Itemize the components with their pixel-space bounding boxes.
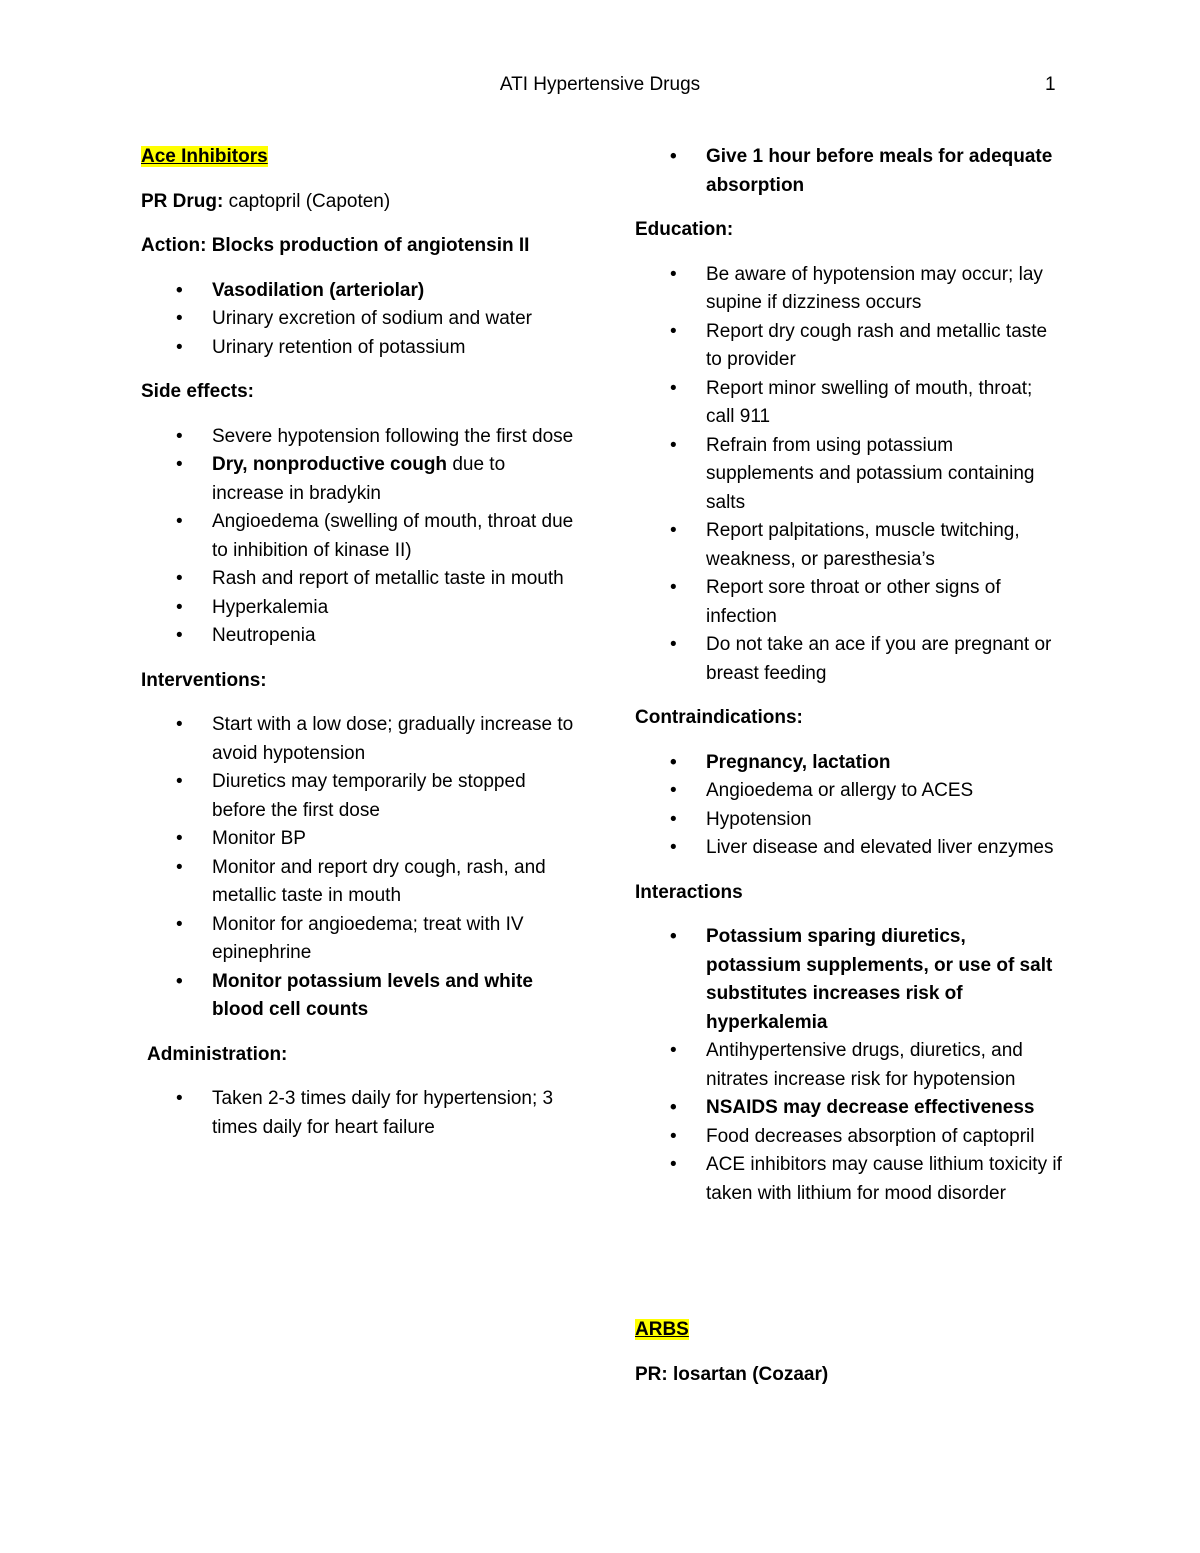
pr-drug-label: PR Drug: [141,190,224,212]
administration-label: Administration: [147,1043,288,1065]
list-item: • Monitor potassium levels and white blood cell counts [212,968,581,1025]
list-item: • Pregnancy, lactation [706,749,1065,778]
list-item: • Report palpitations, muscle twitching, weakness, or paresthesia’s [706,517,1065,574]
list-item: • Be aware of hypotension may occur; lay supine if dizziness occurs [706,261,1065,318]
list-item: • Hypotension [706,806,1065,835]
action-list [141,277,581,363]
right-column [635,143,1065,1405]
education-label: Education: [635,219,734,240]
list-item: • Do not take an ace if you are pregnant or breast feeding [706,631,1065,688]
list-item: • Refrain from using potassium supplements and potassium containing salts [706,432,1065,518]
list-item: • Diuretics may temporarily be stopped before the first dose [212,768,581,825]
list-item: • Food decreases absorption of captopril [706,1123,1065,1152]
left-column [141,143,581,1158]
contraindications-list [635,749,1065,863]
list-item: • Antihypertensive drugs, diuretics, and nitrates increase risk for hypotension [706,1037,1065,1094]
administration-list [141,1085,581,1142]
action-label: Action: Blocks production of angiotensin II [141,235,530,256]
list-item: • Report sore throat or other signs of infection [706,574,1065,631]
interventions-label: Interventions: [141,669,267,691]
arbs-pr-drug: PR: losartan (Cozaar) [635,1363,829,1385]
interventions-list [141,711,581,1025]
list-item: • Potassium sparing diuretics, potassium supplements, or use of salt substitutes increases risk of hyperkalemia [706,923,1065,1037]
list-item: • Angioedema or allergy to ACES [706,777,1065,806]
list-item: • NSAIDS may decrease effectiveness [706,1094,1065,1123]
list-item: • Hyperkalemia [212,594,581,623]
spacer [635,1224,1065,1316]
list-item: • Vasodilation (arteriolar) [212,277,581,306]
list-item: • ACE inhibitors may cause lithium toxicity if taken with lithium for mood disorder [706,1151,1065,1208]
list-item: • Monitor for angioedema; treat with IV epinephrine [212,911,581,968]
interactions-list [635,923,1065,1208]
list-item: • Urinary excretion of sodium and water [212,305,581,334]
contraindications-label: Contraindications: [635,707,803,728]
education-list [635,261,1065,689]
list-item: • Monitor BP [212,825,581,854]
page-header-title: ATI Hypertensive Drugs [499,74,701,95]
list-item: • Rash and report of metallic taste in mouth [212,565,581,594]
list-item: • Liver disease and elevated liver enzymes [706,834,1065,863]
list-item: • Severe hypotension following the first dose [212,423,581,452]
section-title-arbs: ARBS [635,1319,689,1340]
page-number: 1 [1045,74,1056,95]
side-effects-label: Side effects: [141,381,254,402]
list-item: • Neutropenia [212,622,581,651]
list-item: • Report minor swelling of mouth, throat; call 911 [706,375,1065,432]
pr-drug-line [141,188,581,217]
list-item: • Dry, nonproductive cough due to increase in bradykin [212,451,581,508]
list-item: • Report dry cough rash and metallic taste to provider [706,318,1065,375]
list-item: • Angioedema (swelling of mouth, throat due to inhibition of kinase II) [212,508,581,565]
list-item: • Urinary retention of potassium [212,334,581,363]
list-item: • Monitor and report dry cough, rash, and metallic taste in mouth [212,854,581,911]
pr-drug-value: captopril (Capoten) [223,190,391,212]
list-item: • Taken 2-3 times daily for hypertension; 3 times daily for heart failure [212,1085,581,1142]
list-item: • Give 1 hour before meals for adequate absorption [706,143,1065,200]
section-title-ace-inhibitors: Ace Inhibitors [141,146,268,167]
administration-continued-list [635,143,1065,200]
interactions-label: Interactions [635,881,743,903]
side-effects-list [141,423,581,651]
list-item: • Start with a low dose; gradually increase to avoid hypotension [212,711,581,768]
